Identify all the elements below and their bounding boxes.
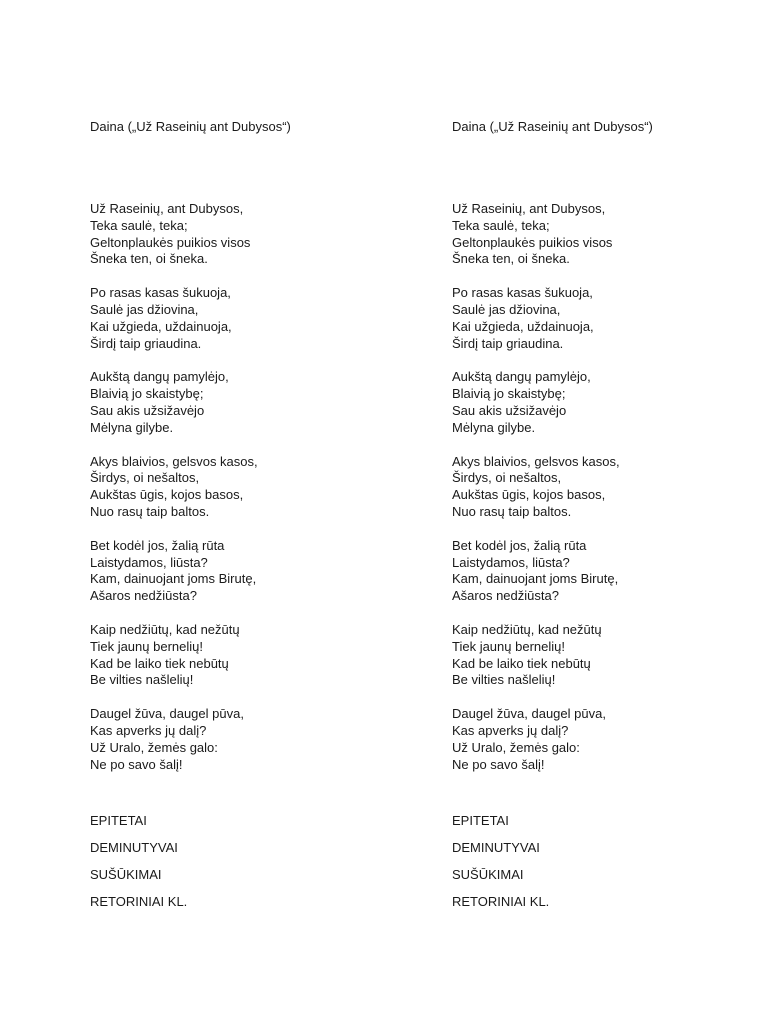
figure-of-speech-label: EPITETAI (90, 813, 147, 828)
poem-line: Laistydamos, liūsta? (452, 554, 570, 570)
poem-line: Širdys, oi nešaltos, (90, 470, 200, 486)
figure-of-speech-label: SUŠŪKIMAI (452, 867, 524, 882)
stanza (452, 369, 620, 436)
poem-line: Širdį taip griaudina. (452, 335, 564, 351)
poem-line: Mėlyna gilybe. (452, 419, 536, 435)
poem-line: Kas apverks jų dalį? (90, 722, 207, 738)
poem-line: Širdį taip griaudina. (90, 335, 202, 351)
stanza (90, 369, 258, 436)
stanza (452, 201, 620, 268)
stanza (452, 454, 620, 521)
poem-line: Aukštą dangų pamylėjo, (452, 369, 591, 385)
poem-line: Teka saulė, teka; (90, 217, 188, 233)
poem-line: Saulė jas džiovina, (90, 301, 199, 317)
stanza-list (452, 201, 620, 790)
stanza (90, 454, 258, 521)
stanza (452, 622, 620, 689)
poem-line: Už Raseinių, ant Dubysos, (452, 201, 606, 216)
stanza (452, 285, 620, 352)
poem-line: Daugel žūva, daugel pūva, (90, 706, 244, 722)
poem-title: Daina („Už Raseinių ant Dubysos“) (90, 119, 291, 134)
poem-line: Širdys, oi nešaltos, (452, 470, 562, 486)
poem-line: Nuo rasų taip baltos. (452, 503, 572, 519)
poem-line: Kad be laiko tiek nebūtų (452, 655, 591, 671)
poem-line: Saulė jas džiovina, (452, 301, 561, 317)
stanza (90, 538, 258, 605)
poem-line: Kaip nedžiūtų, kad nežūtų (452, 621, 602, 637)
poem-line: Sau akis užsižavėjo (452, 402, 567, 418)
stanza (90, 622, 258, 689)
term-list (452, 812, 549, 920)
poem-line: Kad be laiko tiek nebūtų (90, 655, 229, 671)
poem-line: Nuo rasų taip baltos. (90, 503, 210, 519)
figure-of-speech-label: DEMINUTYVAI (90, 840, 178, 855)
figure-of-speech-label: RETORINIAI KL. (90, 894, 188, 909)
poem-line: Kam, dainuojant joms Birutę, (452, 571, 619, 587)
figure-of-speech-label: EPITETAI (452, 813, 509, 828)
poem-line: Akys blaivios, gelsvos kasos, (452, 453, 620, 469)
term-list (90, 812, 187, 920)
poem-line: Po rasas kasas šukuoja, (90, 285, 231, 301)
poem-line: Už Uralo, žemės galo: (452, 739, 580, 755)
poem-line: Aukštas ūgis, kojos basos, (90, 487, 244, 503)
poem-line: Po rasas kasas šukuoja, (452, 285, 593, 301)
poem-line: Be vilties našlelių! (90, 672, 194, 688)
stanza (452, 538, 620, 605)
poem-line: Teka saulė, teka; (452, 217, 550, 233)
poem-line: Šneka ten, oi šneka. (452, 251, 570, 267)
poem-line: Daugel žūva, daugel pūva, (452, 706, 606, 722)
poem-line: Blaivią jo skaistybę; (90, 386, 204, 402)
poem-line: Už Raseinių, ant Dubysos, (90, 201, 244, 216)
stanza (452, 706, 620, 773)
poem-line: Tiek jaunų bernelių! (90, 638, 203, 654)
stanza (90, 706, 258, 773)
poem-line: Blaivią jo skaistybę; (452, 386, 566, 402)
poem-line: Akys blaivios, gelsvos kasos, (90, 453, 258, 469)
poem-line: Aukštą dangų pamylėjo, (90, 369, 229, 385)
poem-line: Kai užgieda, uždainuoja, (90, 318, 232, 334)
poem-line: Kas apverks jų dalį? (452, 722, 569, 738)
poem-line: Ne po savo šalį! (90, 756, 183, 772)
poem-line: Ne po savo šalį! (452, 756, 545, 772)
poem-line: Sau akis užsižavėjo (90, 402, 205, 418)
stanza (90, 285, 258, 352)
poem-line: Geltonplaukės puikios visos (90, 234, 251, 250)
poem-line: Bet kodėl jos, žalią rūta (452, 537, 587, 553)
poem-line: Be vilties našlelių! (452, 672, 556, 688)
poem-line: Kam, dainuojant joms Birutę, (90, 571, 257, 587)
poem-line: Šneka ten, oi šneka. (90, 251, 208, 267)
figure-of-speech-label: SUŠŪKIMAI (90, 867, 162, 882)
poem-line: Bet kodėl jos, žalią rūta (90, 537, 225, 553)
poem-line: Ašaros nedžiūsta? (452, 588, 559, 604)
poem-line: Tiek jaunų bernelių! (452, 638, 565, 654)
poem-title: Daina („Už Raseinių ant Dubysos“) (452, 119, 653, 134)
stanza-list (90, 201, 258, 790)
stanza (90, 201, 258, 268)
poem-line: Laistydamos, liūsta? (90, 554, 208, 570)
poem-line: Kaip nedžiūtų, kad nežūtų (90, 621, 240, 637)
poem-line: Už Uralo, žemės galo: (90, 739, 218, 755)
poem-line: Aukštas ūgis, kojos basos, (452, 487, 606, 503)
figure-of-speech-label: DEMINUTYVAI (452, 840, 540, 855)
poem-line: Kai užgieda, uždainuoja, (452, 318, 594, 334)
poem-line: Ašaros nedžiūsta? (90, 588, 197, 604)
poem-line: Geltonplaukės puikios visos (452, 234, 613, 250)
poem-line: Mėlyna gilybe. (90, 419, 174, 435)
figure-of-speech-label: RETORINIAI KL. (452, 894, 550, 909)
